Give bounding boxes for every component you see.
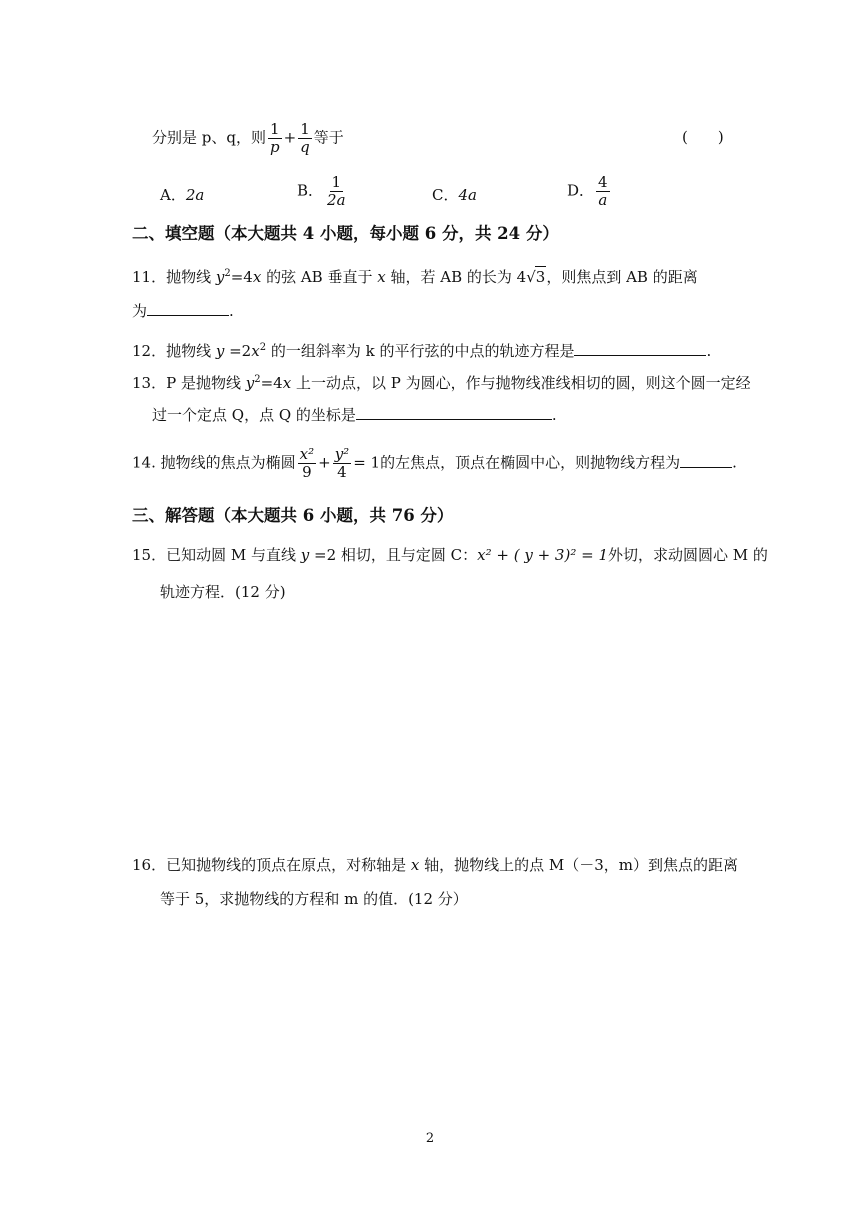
page-number: 2 [425,1131,435,1146]
option-a: A．2a [160,186,205,204]
question-13-line2: 过一个定点 Q，点 Q 的坐标是 . [152,406,557,424]
answer-blank[interactable] [356,405,552,420]
answer-blank[interactable] [147,301,229,316]
question-12: 12．抛物线 $y =2x^2$ 的一组斜率为 k 的平行弦的中点的轨迹方程是 . [132,342,712,360]
question-11: 11．抛物线 $y^2=4x$ 的弦 AB 垂直于 x 轴，若 AB 的长为 4√3，则焦点到 AB 的距离 [132,268,698,286]
fraction-1-over-q: $\frac{1}{q}$ [300,120,310,156]
section-2-title: 二、填空题（本大题共 4 小题，每小题 6 分，共 24 分） [132,224,559,243]
fraction-x2-over-9: $\frac{\text{x²}}{9}$ [299,445,315,481]
question-15-line2: 轨迹方程．(12 分) [160,583,286,601]
fraction-y2-over-4: $\frac{\text{y²}}{4}$ [334,445,350,481]
answer-blank[interactable] [574,341,706,356]
question-14: 14. 抛物线的焦点为椭圆 $\frac{\text{x²}}{9}$ + $\frac{\text{y²}}{4}$ = 1的左焦点，顶点在椭圆中心，则抛物线方程为 . [132,445,737,481]
answer-bracket: ( ) [682,128,724,146]
q10-stem: 分别是 p、q，则 $\frac{1}{p}$ + $\frac{1}{q}$ 等于 [152,120,344,156]
question-11-line2: 为 . [132,302,234,320]
option-d: D． $\frac{4}{a}$ [567,173,608,209]
question-16-line2: 等于 5，求抛物线的方程和 m 的值．(12 分） [160,890,468,908]
option-c: C．4a [432,186,477,204]
question-13: 13．P 是抛物线 $y^2=4x$ 上一动点，以 P 为圆心，作与抛物线准线相切的圆，则这个圆一定经 [132,374,751,392]
option-b: B． $\frac{1}{2a}$ [297,173,346,209]
question-15: 15．已知动圆 M 与直线 y =2 相切，且与定圆 C：x² + ( y + 3)² = 1外切，求动圆圆心 M 的 [132,546,768,564]
fraction-1-over-p: $\frac{1}{p}$ [269,120,280,156]
section-3-title: 三、解答题（本大题共 6 小题，共 76 分） [132,506,454,525]
question-16: 16．已知抛物线的顶点在原点，对称轴是 x 轴，抛物线上的点 M（－3，m）到焦点的距离 [132,856,738,874]
answer-blank[interactable] [680,453,732,468]
